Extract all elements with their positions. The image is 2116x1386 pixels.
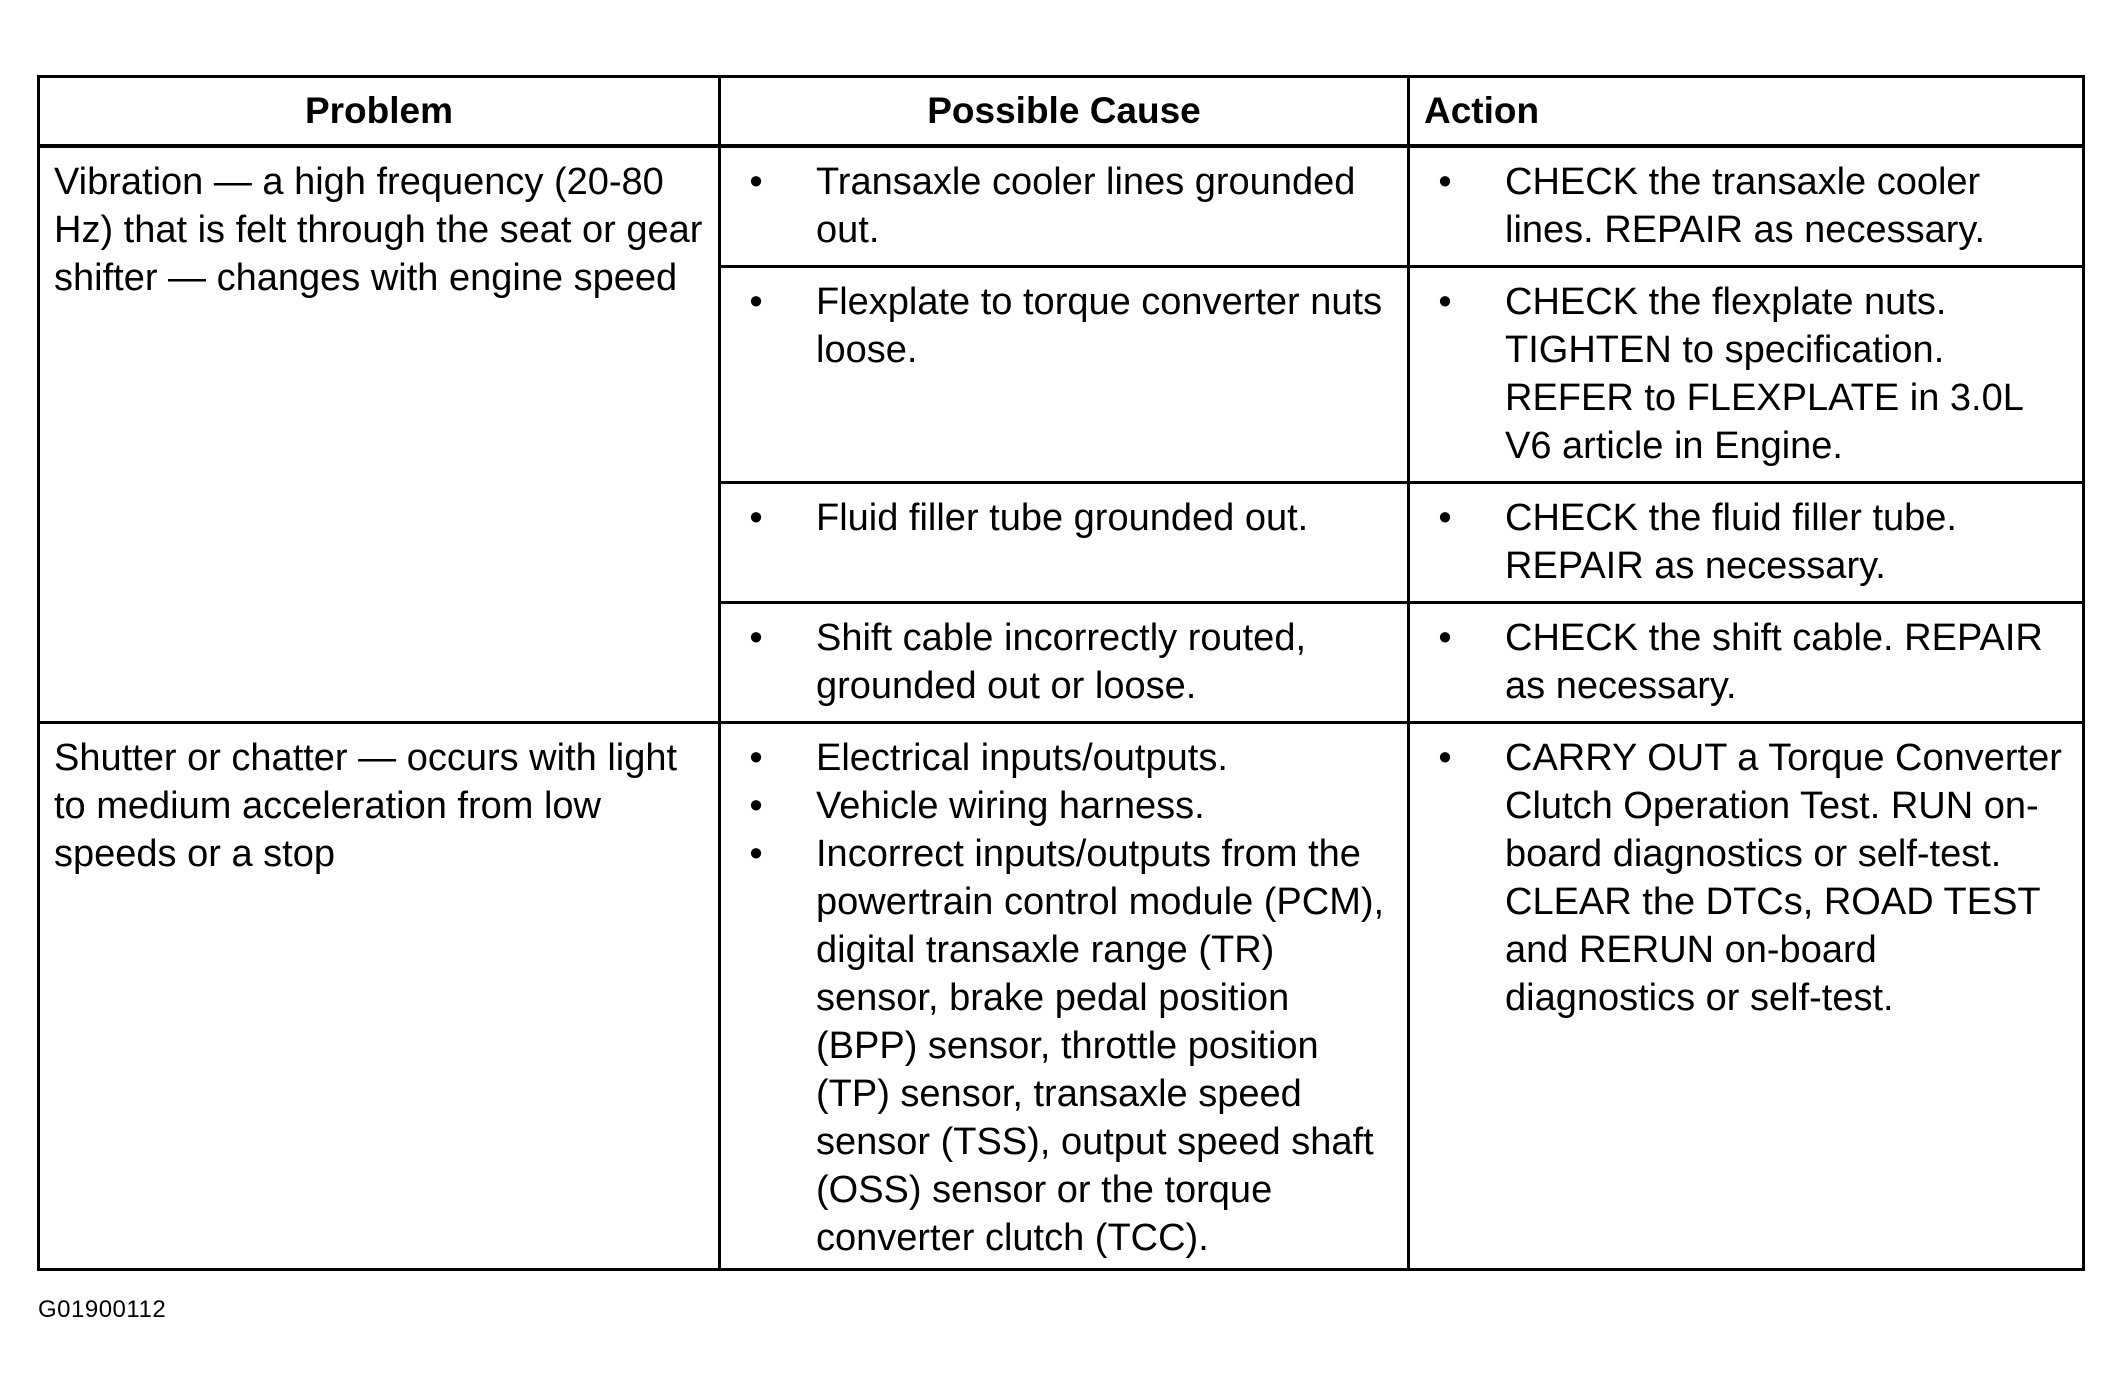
list-item bbox=[721, 734, 1397, 782]
bullet-icon: • bbox=[1438, 737, 1452, 779]
bullet-icon: • bbox=[749, 161, 763, 203]
bullet-icon: • bbox=[749, 785, 763, 827]
bullet-icon: • bbox=[749, 497, 763, 539]
bullet-icon: • bbox=[749, 281, 763, 323]
list-item bbox=[1410, 614, 2072, 710]
bullet-icon: • bbox=[1438, 497, 1452, 539]
action-list bbox=[1410, 734, 2072, 1022]
cause-cell bbox=[721, 724, 1410, 1268]
action-text: CARRY OUT a Torque Converter Clutch Operation Test. RUN on-board diagnostics or self-test. CLEAR the DTCs, ROAD TEST and RERUN on-board diagnostics or self-test. bbox=[1505, 737, 2062, 1019]
bullet-icon: • bbox=[1438, 281, 1452, 323]
cause-text: Incorrect inputs/outputs from the powertrain control module (PCM), digital transaxle range (TR) sensor, brake pedal position (BPP) sensor, throttle position (TP) sensor, transaxle speed sensor (TSS), output speed shaft (OSS) sensor or the torque converter clutch (TCC). bbox=[816, 833, 1385, 1259]
cause-text: Transaxle cooler lines grounded out. bbox=[816, 161, 1356, 251]
action-list bbox=[1410, 614, 2072, 710]
list-item bbox=[721, 158, 1397, 254]
action-list bbox=[1410, 494, 2072, 590]
list-item bbox=[721, 782, 1397, 830]
cause-text: Flexplate to torque converter nuts loose. bbox=[816, 281, 1383, 371]
cause-list bbox=[721, 494, 1397, 542]
bullet-icon: • bbox=[749, 617, 763, 659]
action-text: CHECK the shift cable. REPAIR as necessary. bbox=[1505, 617, 2043, 707]
list-item bbox=[721, 614, 1397, 710]
action-cell bbox=[1410, 604, 2082, 724]
cause-list bbox=[721, 614, 1397, 710]
action-text: CHECK the transaxle cooler lines. REPAIR as necessary. bbox=[1505, 161, 1986, 251]
list-item bbox=[1410, 158, 2072, 254]
table-grid bbox=[40, 78, 2082, 1268]
list-item bbox=[1410, 278, 2072, 470]
action-text: CHECK the flexplate nuts. TIGHTEN to specification. REFER to FLEXPLATE in 3.0L V6 article in Engine. bbox=[1505, 281, 2023, 467]
cause-text: Electrical inputs/outputs. bbox=[816, 737, 1228, 779]
action-text: CHECK the fluid filler tube. REPAIR as necessary. bbox=[1505, 497, 1957, 587]
cause-cell bbox=[721, 148, 1410, 268]
cause-list bbox=[721, 734, 1397, 1262]
cause-text: Fluid filler tube grounded out. bbox=[816, 497, 1309, 539]
list-item bbox=[1410, 734, 2072, 1022]
cause-text: Shift cable incorrectly routed, grounded out or loose. bbox=[816, 617, 1307, 707]
cause-cell bbox=[721, 604, 1410, 724]
bullet-icon: • bbox=[749, 737, 763, 779]
header-action: Action bbox=[1410, 78, 2082, 148]
list-item bbox=[721, 494, 1397, 542]
cause-list bbox=[721, 158, 1397, 254]
problem-shutter-chatter: Shutter or chatter — occurs with light to medium acceleration from low speeds or a stop bbox=[40, 724, 721, 1268]
action-cell bbox=[1410, 268, 2082, 484]
header-problem: Problem bbox=[40, 78, 721, 148]
bullet-icon: • bbox=[1438, 161, 1452, 203]
problem-vibration: Vibration — a high frequency (20-80 Hz) that is felt through the seat or gear shifter — changes with engine speed bbox=[40, 148, 721, 724]
action-cell bbox=[1410, 148, 2082, 268]
action-cell bbox=[1410, 724, 2082, 1268]
action-cell bbox=[1410, 484, 2082, 604]
list-item bbox=[721, 278, 1397, 374]
bullet-icon: • bbox=[749, 833, 763, 875]
bullet-icon: • bbox=[1438, 617, 1452, 659]
action-list bbox=[1410, 278, 2072, 470]
cause-list bbox=[721, 278, 1397, 374]
cause-cell bbox=[721, 484, 1410, 604]
list-item bbox=[721, 830, 1397, 1262]
action-list bbox=[1410, 158, 2072, 254]
cause-text: Vehicle wiring harness. bbox=[816, 785, 1205, 827]
list-item bbox=[1410, 494, 2072, 590]
header-possible-cause: Possible Cause bbox=[721, 78, 1410, 148]
troubleshooting-table bbox=[37, 75, 2085, 1271]
figure-id: G01900112 bbox=[38, 1296, 167, 1323]
cause-cell bbox=[721, 268, 1410, 484]
